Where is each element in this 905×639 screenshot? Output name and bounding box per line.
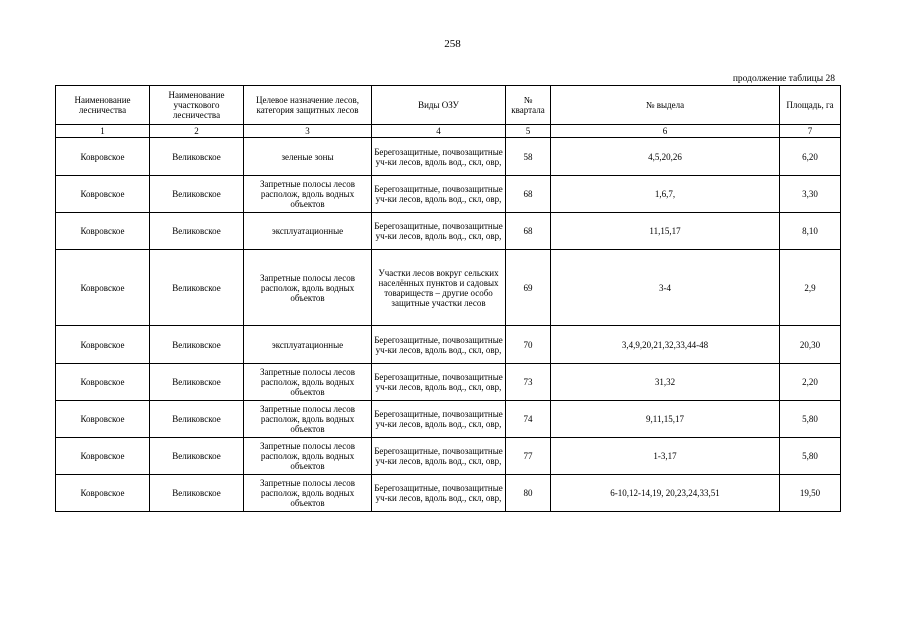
plots-cell: 11,15,17 bbox=[551, 213, 780, 250]
column-number: 3 bbox=[244, 125, 372, 138]
quarter-cell: 58 bbox=[506, 138, 551, 176]
header-quarter: № квартала bbox=[506, 86, 551, 125]
quarter-cell: 68 bbox=[506, 213, 551, 250]
area-cell: 2,9 bbox=[780, 250, 841, 326]
district-cell: Великовское bbox=[150, 326, 244, 364]
purpose-cell: Запретные полосы лесов располож, вдоль водных объектов bbox=[244, 438, 372, 475]
ozu-cell: Берегозащитные, почвозащитные уч-ки лесов, вдоль вод., скл, овр, bbox=[372, 326, 506, 364]
area-cell: 2,20 bbox=[780, 364, 841, 401]
plots-cell: 31,32 bbox=[551, 364, 780, 401]
ozu-cell: Берегозащитные, почвозащитные уч-ки лесов, вдоль вод., скл, овр, bbox=[372, 176, 506, 213]
plots-cell: 4,5,20,26 bbox=[551, 138, 780, 176]
header-plots: № выдела bbox=[551, 86, 780, 125]
forestry-cell: Ковровское bbox=[56, 438, 150, 475]
quarter-cell: 77 bbox=[506, 438, 551, 475]
plots-cell: 3-4 bbox=[551, 250, 780, 326]
column-number: 6 bbox=[551, 125, 780, 138]
purpose-cell: Запретные полосы лесов располож, вдоль водных объектов bbox=[244, 250, 372, 326]
header-forestry: Наименование лесничества bbox=[56, 86, 150, 125]
page-number: 258 bbox=[444, 38, 461, 50]
header-area: Площадь, га bbox=[780, 86, 841, 125]
purpose-cell: эксплуатационные bbox=[244, 213, 372, 250]
purpose-cell: Запретные полосы лесов располож, вдоль водных объектов bbox=[244, 364, 372, 401]
ozu-cell: Берегозащитные, почвозащитные уч-ки лесов, вдоль вод., скл, овр, bbox=[372, 138, 506, 176]
plots-cell: 9,11,15,17 bbox=[551, 401, 780, 438]
forestry-cell: Ковровское bbox=[56, 364, 150, 401]
district-cell: Великовское bbox=[150, 176, 244, 213]
quarter-cell: 73 bbox=[506, 364, 551, 401]
district-cell: Великовское bbox=[150, 138, 244, 176]
district-cell: Великовское bbox=[150, 438, 244, 475]
forestry-cell: Ковровское bbox=[56, 250, 150, 326]
table-row bbox=[56, 364, 841, 401]
area-cell: 19,50 bbox=[780, 475, 841, 512]
quarter-cell: 68 bbox=[506, 176, 551, 213]
table-row bbox=[56, 138, 841, 176]
plots-cell: 1-3,17 bbox=[551, 438, 780, 475]
header-ozu: Виды ОЗУ bbox=[372, 86, 506, 125]
area-cell: 20,30 bbox=[780, 326, 841, 364]
area-cell: 6,20 bbox=[780, 138, 841, 176]
ozu-cell: Берегозащитные, почвозащитные уч-ки лесов, вдоль вод., скл, овр, bbox=[372, 213, 506, 250]
ozu-cell: Участки лесов вокруг сельских населённых пунктов и садовых товариществ – другие особо защитные участки лесов bbox=[372, 250, 506, 326]
table-row bbox=[56, 176, 841, 213]
table-row bbox=[56, 438, 841, 475]
plots-cell: 6-10,12-14,19, 20,23,24,33,51 bbox=[551, 475, 780, 512]
quarter-cell: 69 bbox=[506, 250, 551, 326]
column-number: 7 bbox=[780, 125, 841, 138]
district-cell: Великовское bbox=[150, 364, 244, 401]
ozu-cell: Берегозащитные, почвозащитные уч-ки лесов, вдоль вод., скл, овр, bbox=[372, 401, 506, 438]
area-cell: 5,80 bbox=[780, 438, 841, 475]
area-cell: 3,30 bbox=[780, 176, 841, 213]
ozu-cell: Берегозащитные, почвозащитные уч-ки лесов, вдоль вод., скл, овр, bbox=[372, 475, 506, 512]
purpose-cell: Запретные полосы лесов располож, вдоль водных объектов bbox=[244, 176, 372, 213]
district-cell: Великовское bbox=[150, 250, 244, 326]
column-number: 2 bbox=[150, 125, 244, 138]
quarter-cell: 80 bbox=[506, 475, 551, 512]
purpose-cell: Запретные полосы лесов располож, вдоль водных объектов bbox=[244, 475, 372, 512]
plots-cell: 1,6,7, bbox=[551, 176, 780, 213]
header-district: Наименование участкового лесничества bbox=[150, 86, 244, 125]
forestry-cell: Ковровское bbox=[56, 176, 150, 213]
table-continuation-label: продолжение таблицы 28 bbox=[732, 74, 835, 84]
area-cell: 5,80 bbox=[780, 401, 841, 438]
plots-cell: 3,4,9,20,21,32,33,44-48 bbox=[551, 326, 780, 364]
column-number-row bbox=[56, 125, 841, 138]
column-number: 5 bbox=[506, 125, 551, 138]
forestry-cell: Ковровское bbox=[56, 401, 150, 438]
table-row bbox=[56, 401, 841, 438]
forestry-cell: Ковровское bbox=[56, 138, 150, 176]
table-row bbox=[56, 250, 841, 326]
district-cell: Великовское bbox=[150, 475, 244, 512]
header-purpose: Целевое назначение лесов, категория защитных лесов bbox=[244, 86, 372, 125]
column-number: 1 bbox=[56, 125, 150, 138]
purpose-cell: зеленые зоны bbox=[244, 138, 372, 176]
table-row bbox=[56, 213, 841, 250]
forestry-cell: Ковровское bbox=[56, 475, 150, 512]
forestry-cell: Ковровское bbox=[56, 213, 150, 250]
area-cell: 8,10 bbox=[780, 213, 841, 250]
header-row bbox=[56, 86, 841, 125]
ozu-cell: Берегозащитные, почвозащитные уч-ки лесов, вдоль вод., скл, овр, bbox=[372, 364, 506, 401]
quarter-cell: 74 bbox=[506, 401, 551, 438]
forest-table bbox=[55, 85, 841, 512]
table-row bbox=[56, 326, 841, 364]
purpose-cell: Запретные полосы лесов располож, вдоль водных объектов bbox=[244, 401, 372, 438]
district-cell: Великовское bbox=[150, 213, 244, 250]
district-cell: Великовское bbox=[150, 401, 244, 438]
quarter-cell: 70 bbox=[506, 326, 551, 364]
column-number: 4 bbox=[372, 125, 506, 138]
ozu-cell: Берегозащитные, почвозащитные уч-ки лесов, вдоль вод., скл, овр, bbox=[372, 438, 506, 475]
forestry-cell: Ковровское bbox=[56, 326, 150, 364]
purpose-cell: эксплуатационные bbox=[244, 326, 372, 364]
table-row bbox=[56, 475, 841, 512]
